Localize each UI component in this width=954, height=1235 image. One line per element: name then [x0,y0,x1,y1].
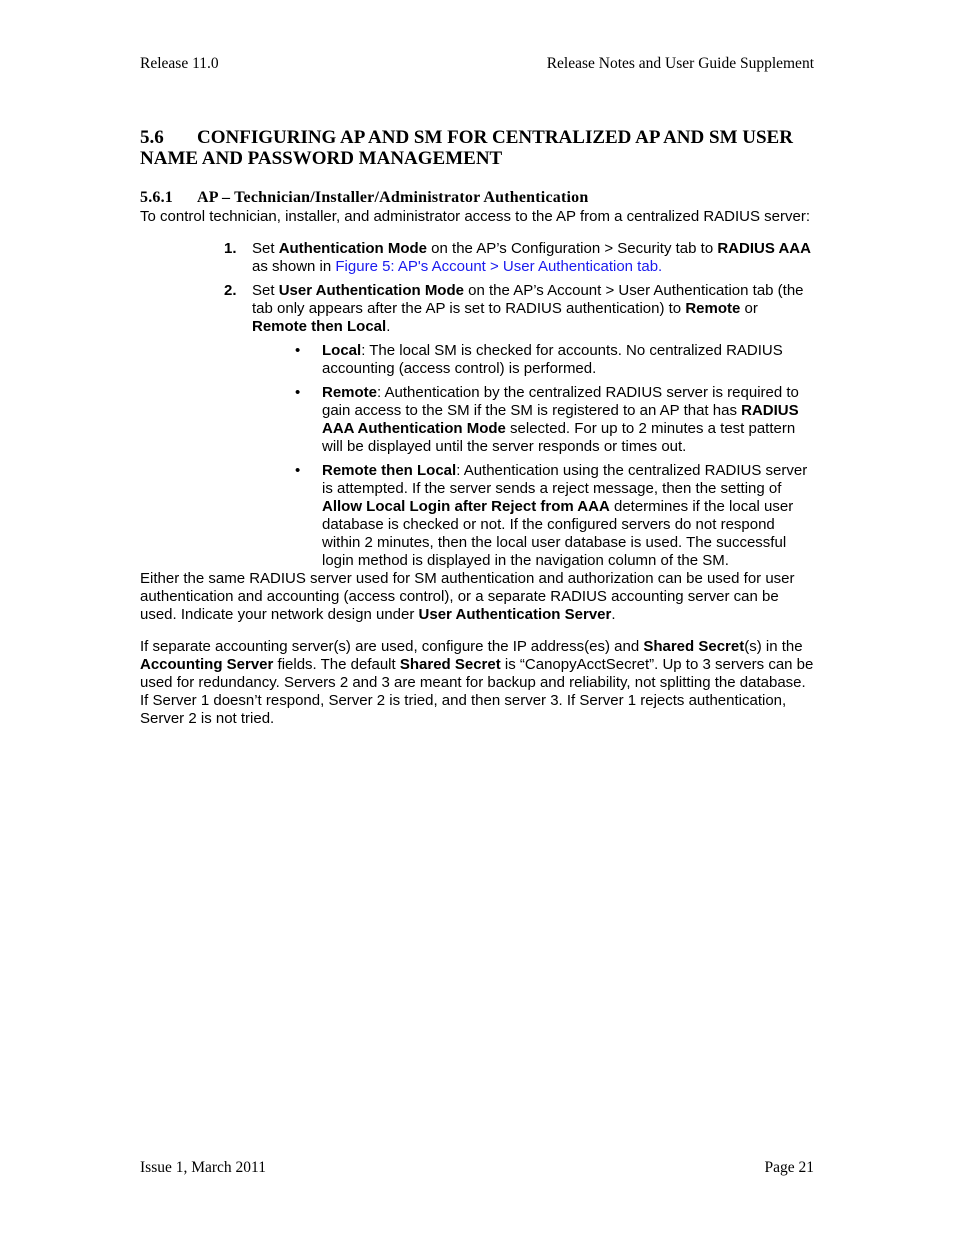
steps-list [140,240,814,570]
bullet-bold: Remote [322,384,378,401]
step-text: on the AP’s Account > User Authentication tab (the tab only appears after the AP is set to RADIUS authentication) to [252,282,804,317]
subsection-title: AP – Technician/Installer/Administrator Authentication [197,189,589,206]
para-text: If separate accounting server(s) are used, configure the IP address(es) and [140,638,644,655]
intro-paragraph: To control technician, installer, and administrator access to the AP from a centralized RADIUS server: [140,208,811,225]
bullet-bold: Remote then Local [322,462,457,479]
step-text: Set [252,240,279,257]
section-title: CONFIGURING AP AND SM FOR CENTRALIZED AP AND SM USER NAME AND PASSWORD MANAGEMENT [140,127,793,169]
bullet-text: : Authentication using the centralized RADIUS server is attempted. If the server sends a reject message, then the setting of [322,462,808,497]
page-content [140,127,814,728]
para-bold: Shared Secret [643,638,745,655]
para-text: . [611,606,616,623]
step-text: as shown in [252,258,336,275]
bullet-dot: • [295,342,301,359]
step-bold: Remote [685,300,741,317]
running-header-right: Release Notes and User Guide Supplement [546,55,814,72]
para-bold: Accounting Server [140,656,274,673]
bullet-item [295,462,814,570]
step-text: on the AP’s Configuration > Security tab to [427,240,718,257]
bullet-item [295,342,814,378]
bullet-bold: Local [322,342,362,359]
running-footer-left: Issue 1, March 2011 [140,1159,266,1176]
mode-bullets [252,342,814,570]
para-text: fields. The default [273,656,400,673]
step-text: or [740,300,758,317]
bullet-text: selected. For up to 2 minutes a test pattern will be displayed until the server responds or times out. [322,420,796,455]
step-item [224,282,814,570]
bullet-dot: • [295,384,301,401]
step-number: 1. [224,240,237,257]
step-text: Set [252,282,279,299]
step-item [224,240,814,276]
subsection-number: 5.6.1 [140,189,173,206]
subsection-heading [140,189,814,207]
step-text: . [386,318,391,335]
bullet-bold: RADIUS AAA Authentication Mode [322,402,799,437]
body-paragraph [140,570,814,624]
step-bold: RADIUS AAA [717,240,811,257]
para-text: is “CanopyAcctSecret”. Up to 3 servers can be used for redundancy. Servers 2 and 3 are meant for backup and reliability, not splitting the database. If Server 1 doesn’t respond, Server 2 is tried, and then server 3. If Server 1 rejects authentication, Server 2 is not tried. [140,656,814,727]
bullet-text: : The local SM is checked for accounts. No centralized RADIUS accounting (access control) is performed. [322,342,783,377]
bullet-bold: Allow Local Login after Reject from AAA [322,498,610,515]
step-number: 2. [224,282,237,299]
bullet-item [295,384,814,456]
step-bold: Authentication Mode [278,240,428,257]
step-bold: Remote then Local [252,318,387,335]
section-heading [140,127,814,169]
para-bold: Shared Secret [399,656,501,673]
section-number: 5.6 [140,127,164,148]
para-text: (s) in the [744,638,803,655]
running-footer-right: Page 21 [764,1159,814,1176]
bullet-text: : Authentication by the centralized RADIUS server is required to gain access to the SM if the SM is registered to an AP that has [322,384,799,419]
para-text: Either the same RADIUS server used for SM authentication and authorization can be used for user authentication and accounting (access control), or a separate RADIUS accounting server can be used. Indicate your network design under [140,570,795,623]
bullet-text: determines if the local user database is checked or not. If the configured servers do not respond within 2 minutes, then the local user database is used. The successful login method is displayed in the navigation column of the SM. [322,498,794,569]
bullet-dot: • [295,462,301,479]
step-bold: User Authentication Mode [278,282,464,299]
running-header-left: Release 11.0 [140,55,219,72]
figure-link[interactable]: Figure 5: AP's Account > User Authentication tab. [335,258,663,275]
body-paragraph [140,638,814,728]
para-bold: User Authentication Server [418,606,612,623]
